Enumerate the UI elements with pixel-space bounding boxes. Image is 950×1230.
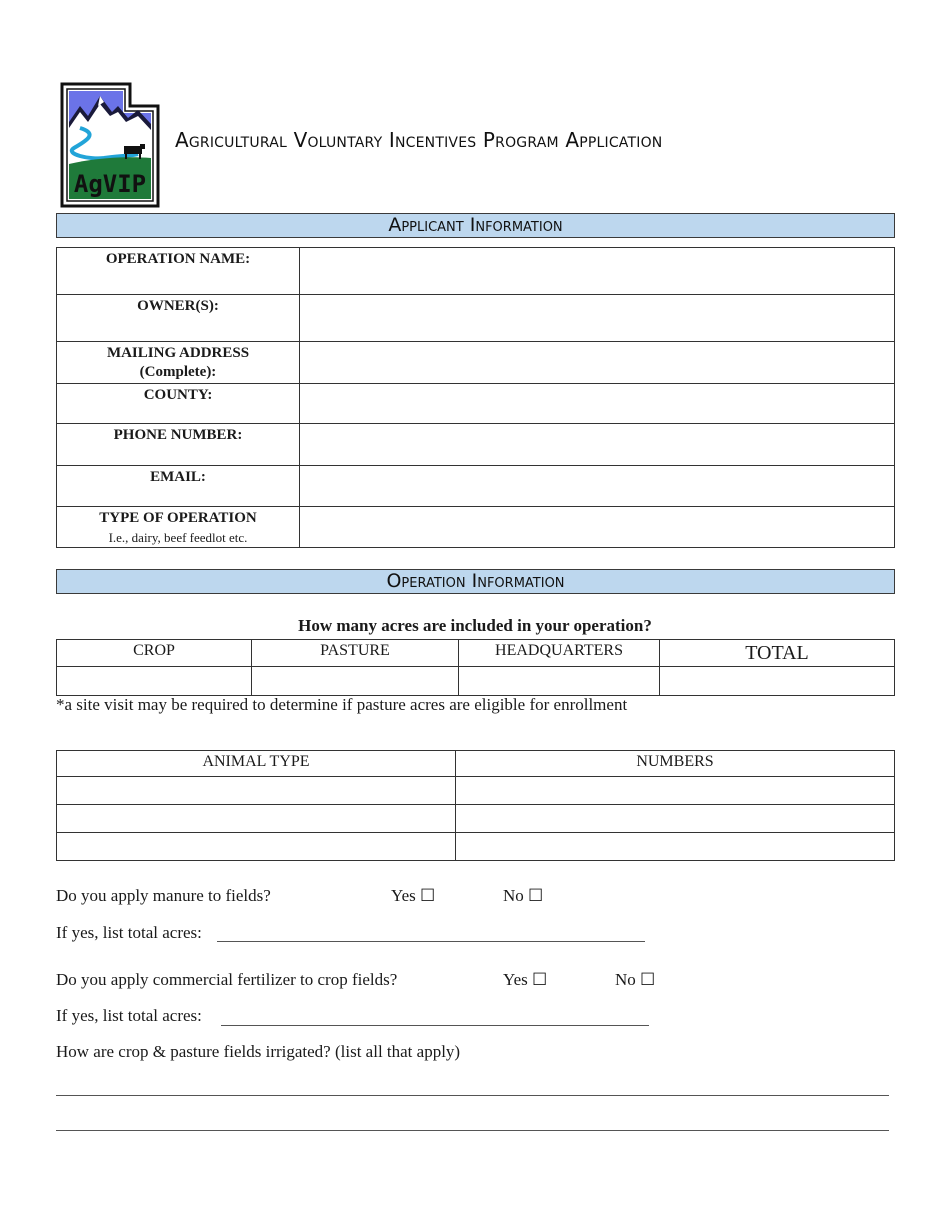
irrigation-question: How are crop & pasture fields irrigated? (list all that apply) xyxy=(56,1042,461,1061)
agvip-logo xyxy=(60,82,160,208)
fertilizer-yes-checkbox[interactable]: Yes ☐ xyxy=(503,970,548,989)
table-row xyxy=(57,507,895,548)
fertilizer-acres-input[interactable] xyxy=(221,1025,649,1026)
operation-section-heading: Operation Information xyxy=(56,569,895,594)
fertilizer-acres-label: If yes, list total acres: xyxy=(56,1006,202,1025)
mailing-address-field[interactable] xyxy=(300,342,895,384)
headquarters-acres-input[interactable] xyxy=(459,667,660,696)
manure-acres-input[interactable] xyxy=(217,941,645,942)
table-header-row xyxy=(57,751,895,777)
owners-label: OWNER(S): xyxy=(57,295,300,342)
site-visit-note: *a site visit may be required to determine if pasture acres are eligible for enrollment xyxy=(56,695,628,714)
phone-number-field[interactable] xyxy=(300,424,895,466)
manure-acres-label: If yes, list total acres: xyxy=(56,923,202,942)
applicant-section-heading: Applicant Information xyxy=(56,213,895,238)
animal-type-input[interactable] xyxy=(57,805,456,833)
manure-no-checkbox[interactable]: No ☐ xyxy=(503,886,544,905)
table-row xyxy=(57,805,895,833)
operation-name-field[interactable] xyxy=(300,248,895,295)
operation-name-label: OPERATION NAME: xyxy=(57,248,300,295)
table-row xyxy=(57,248,895,295)
type-of-operation-label xyxy=(57,507,300,548)
phone-number-label: PHONE NUMBER: xyxy=(57,424,300,466)
manure-question: Do you apply manure to fields? xyxy=(56,886,271,905)
county-field[interactable] xyxy=(300,384,895,424)
pasture-column-header: PASTURE xyxy=(252,640,459,667)
email-field[interactable] xyxy=(300,466,895,507)
total-acres-input[interactable] xyxy=(660,667,895,696)
table-row xyxy=(57,342,895,384)
mailing-address-label: MAILING ADDRESS (Complete): xyxy=(57,342,300,384)
page-title: Agricultural Voluntary Incentives Program Application xyxy=(175,128,663,152)
type-of-operation-field[interactable] xyxy=(300,507,895,548)
crop-column-header: CROP xyxy=(57,640,252,667)
animal-number-input[interactable] xyxy=(456,805,895,833)
table-row xyxy=(57,777,895,805)
table-row xyxy=(57,384,895,424)
manure-yes-checkbox[interactable]: Yes ☐ xyxy=(391,886,436,905)
applicant-table xyxy=(56,247,895,548)
animal-type-input[interactable] xyxy=(57,833,456,861)
headquarters-column-header: HEADQUARTERS xyxy=(459,640,660,667)
acres-question: How many acres are included in your operation? xyxy=(298,616,652,635)
email-label: EMAIL: xyxy=(57,466,300,507)
irrigation-answer-line[interactable] xyxy=(56,1130,889,1131)
total-column-header: TOTAL xyxy=(660,640,895,667)
animal-type-input[interactable] xyxy=(57,777,456,805)
table-row xyxy=(57,424,895,466)
table-row xyxy=(57,667,895,696)
animal-type-column-header: ANIMAL TYPE xyxy=(57,751,456,777)
owners-field[interactable] xyxy=(300,295,895,342)
logo-text: AgVIP xyxy=(73,170,147,198)
animal-number-input[interactable] xyxy=(456,833,895,861)
type-of-operation-label-text: TYPE OF OPERATION xyxy=(99,510,257,526)
animal-number-input[interactable] xyxy=(456,777,895,805)
animal-table xyxy=(56,750,895,861)
crop-acres-input[interactable] xyxy=(57,667,252,696)
fertilizer-question: Do you apply commercial fertilizer to crop fields? xyxy=(56,970,398,989)
county-label: COUNTY: xyxy=(57,384,300,424)
numbers-column-header: NUMBERS xyxy=(456,751,895,777)
irrigation-answer-line[interactable] xyxy=(56,1095,889,1096)
pasture-acres-input[interactable] xyxy=(252,667,459,696)
table-row xyxy=(57,833,895,861)
table-row xyxy=(57,466,895,507)
table-row xyxy=(57,295,895,342)
type-of-operation-hint: I.e., dairy, beef feedlot etc. xyxy=(108,530,248,545)
table-header-row xyxy=(57,640,895,667)
acres-table xyxy=(56,639,895,696)
fertilizer-no-checkbox[interactable]: No ☐ xyxy=(615,970,656,989)
